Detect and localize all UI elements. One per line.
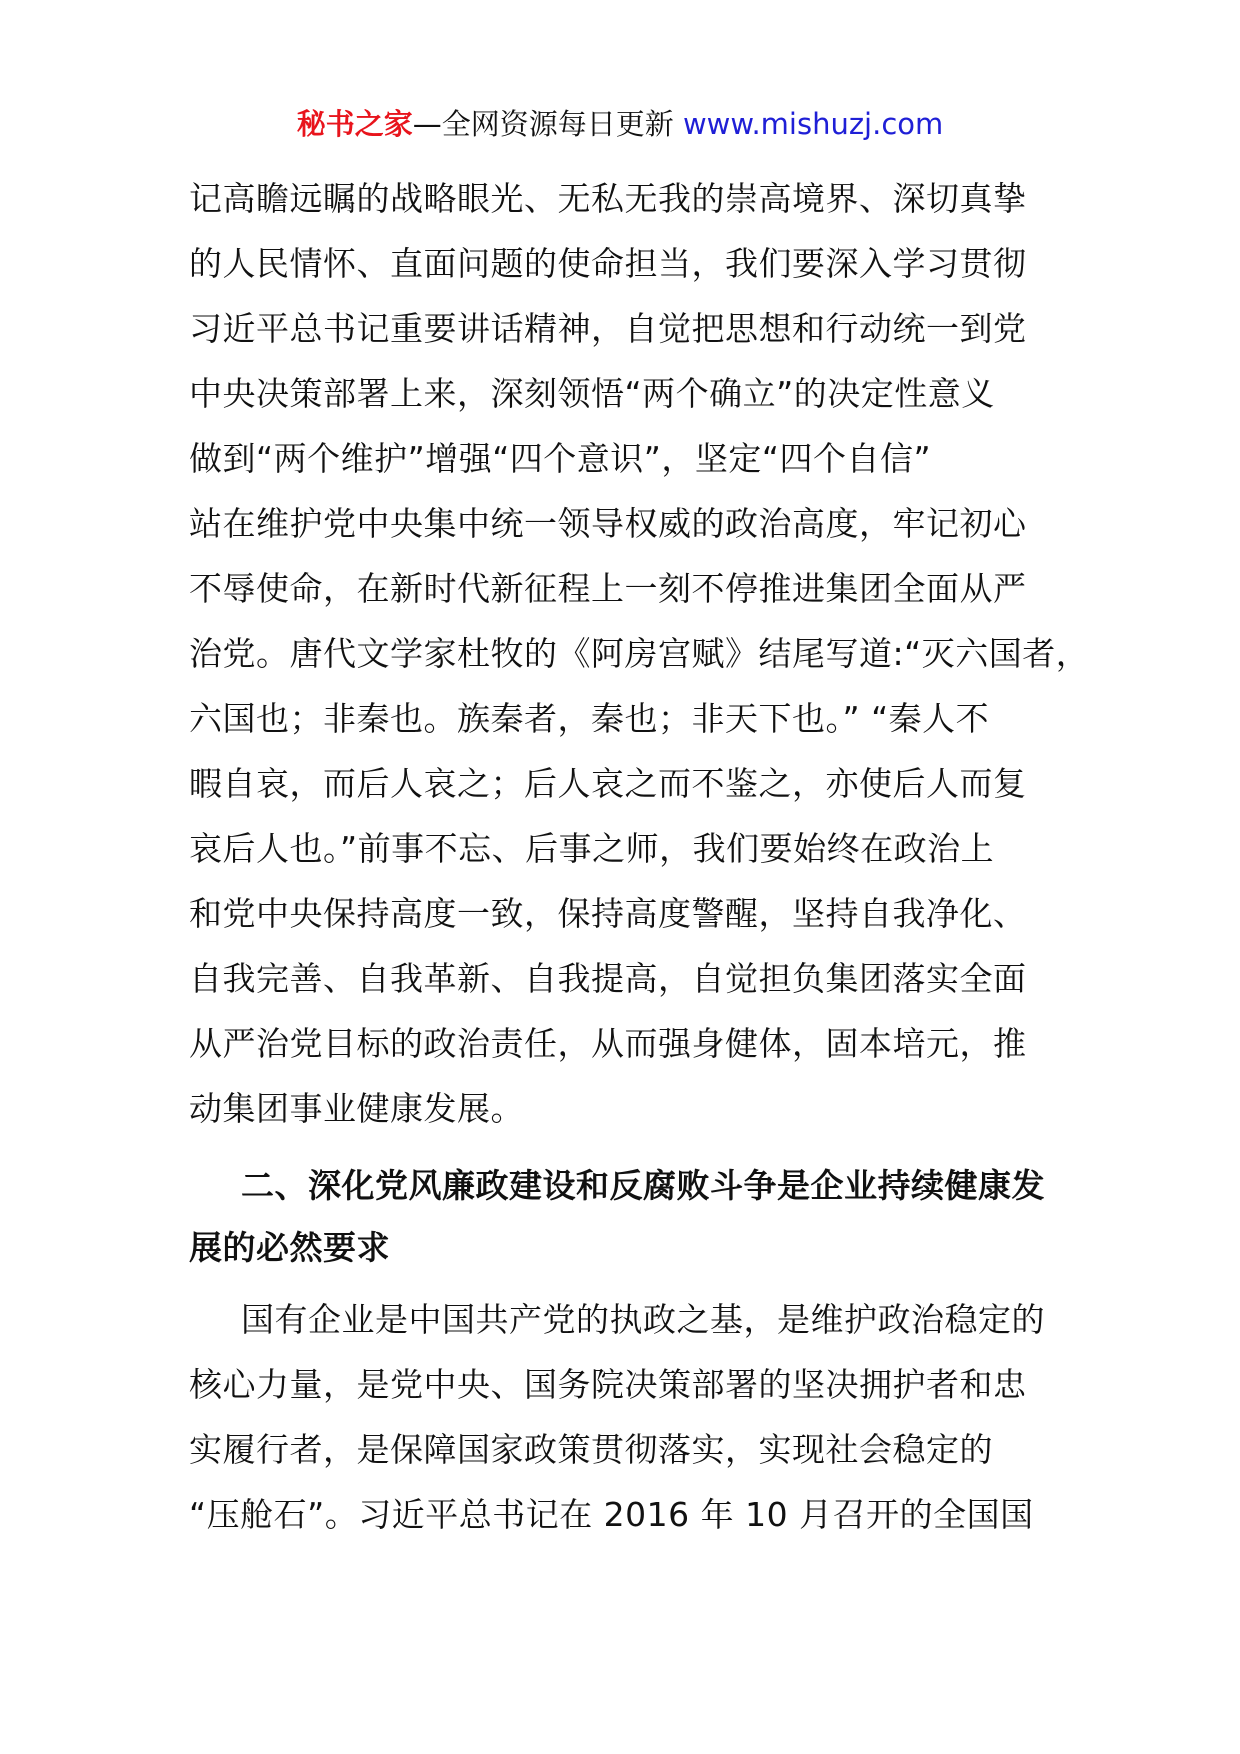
header-url[interactable]: www.mishuzj.com	[682, 107, 944, 141]
text-line: 记高瞻远瞩的战略眼光、无私无我的崇高境界、深切真挚	[189, 179, 1027, 218]
text-line: 中央决策部署上来，深刻领悟“两个确立”的决定性意义	[189, 374, 995, 413]
text-line: 六国也；非秦也。族秦者，秦也；非天下也。” “秦人不	[189, 699, 990, 738]
text-line: 国有企业是中国共产党的执政之基，是维护政治稳定的	[241, 1300, 1045, 1339]
text-line: 核心力量，是党中央、国务院决策部署的坚决拥护者和忠	[189, 1365, 1027, 1404]
text-line: 从严治党目标的政治责任，从而强身健体，固本培元，推	[189, 1024, 1027, 1063]
document-body	[189, 166, 1089, 1547]
paragraph-2	[189, 1287, 1089, 1547]
heading-line: 二、深化党风廉政建设和反腐败斗争是企业持续健康发	[241, 1166, 1045, 1205]
text-line: 站在维护党中央集中统一领导权威的政治高度，牢记初心	[189, 504, 1027, 543]
text-line: 习近平总书记重要讲话精神，自觉把思想和行动统一到党	[189, 309, 1027, 348]
paragraph-1	[189, 166, 1089, 1141]
header-brand: 秘书之家	[296, 107, 413, 141]
text-line: 治党。唐代文学家杜牧的《阿房宫赋》结尾写道:“灭六国者，	[189, 634, 1090, 673]
text-line: 哀后人也。”前事不忘、后事之师，我们要始终在政治上	[189, 829, 995, 868]
text-line: 自我完善、自我革新、自我提高，自觉担负集团落实全面	[189, 959, 1027, 998]
text-line: 的人民情怀、直面问题的使命担当，我们要深入学习贯彻	[189, 244, 1027, 283]
text-line: 动集团事业健康发展。	[189, 1089, 524, 1128]
text-line: 实履行者，是保障国家政策贯彻落实，实现社会稳定的	[189, 1430, 993, 1469]
text-line: 做到“两个维护”增强“四个意识”，坚定“四个自信”	[189, 439, 932, 478]
page-header	[0, 104, 1240, 144]
text-line: 和党中央保持高度一致，保持高度警醒，坚持自我净化、	[189, 894, 1027, 933]
section-heading	[189, 1155, 1089, 1279]
header-tagline: —全网资源每日更新	[412, 107, 674, 141]
text-line: “压舱石”。习近平总书记在 2016 年 10 月召开的全国国	[189, 1495, 1034, 1534]
text-line: 暇自哀，而后人哀之；后人哀之而不鉴之，亦使后人而复	[189, 764, 1027, 803]
text-line: 不辱使命，在新时代新征程上一刻不停推进集团全面从严	[189, 569, 1027, 608]
heading-line: 展的必然要求	[189, 1228, 390, 1267]
